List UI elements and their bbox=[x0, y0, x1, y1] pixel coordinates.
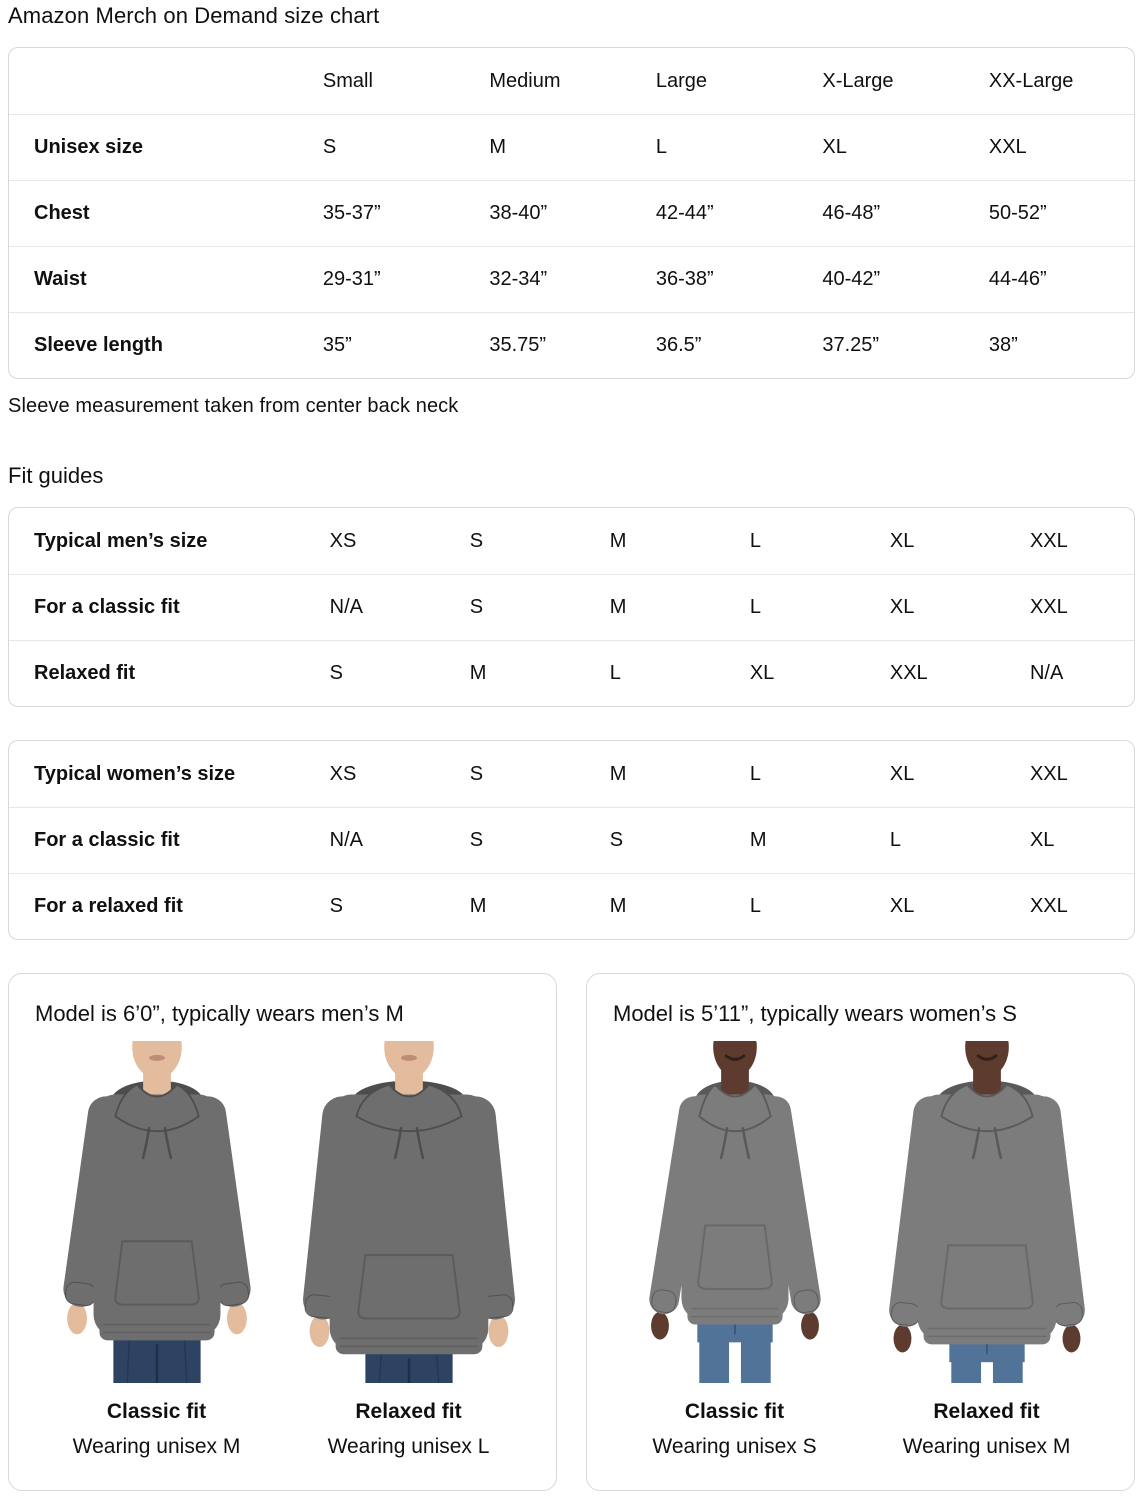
size-cell: 29-31” bbox=[322, 268, 381, 290]
wearing-label: Wearing unisex S bbox=[652, 1435, 817, 1458]
size-cell: XXL bbox=[1029, 762, 1068, 785]
fit-guides-heading: Fit guides bbox=[8, 463, 104, 488]
page-title: Amazon Merch on Demand size chart bbox=[8, 3, 380, 28]
fit-label: Relaxed fit bbox=[933, 1400, 1040, 1423]
photo-female-relaxed-fit bbox=[868, 1041, 1106, 1460]
size-cell: XS bbox=[329, 529, 357, 552]
size-cell: 32-34” bbox=[489, 268, 548, 290]
mens-photos bbox=[23, 1041, 542, 1460]
wearing-label: Wearing unisex M bbox=[902, 1435, 1071, 1458]
womens-fit-card bbox=[8, 740, 1135, 940]
size-cell: S bbox=[469, 529, 484, 552]
photo-male-relaxed-fit bbox=[290, 1041, 528, 1460]
size-cell: 35” bbox=[322, 334, 352, 356]
model-photo bbox=[290, 1041, 528, 1383]
fit-label: Classic fit bbox=[106, 1400, 207, 1423]
size-cell: S bbox=[609, 829, 624, 851]
size-cell: N/A bbox=[329, 829, 363, 851]
size-cell: S bbox=[329, 662, 343, 684]
size-cell: 50-52” bbox=[988, 202, 1047, 224]
mens-fit-card bbox=[8, 507, 1135, 707]
column-header: X-Large bbox=[822, 69, 894, 92]
mens-fit-table bbox=[9, 508, 1134, 706]
size-cell: S bbox=[469, 596, 484, 618]
model-photo bbox=[38, 1041, 276, 1383]
size-cell: M bbox=[749, 829, 767, 851]
size-cell: XS bbox=[329, 762, 357, 785]
column-header: XX-Large bbox=[988, 69, 1074, 92]
row-label: Chest bbox=[34, 202, 90, 224]
size-cell: N/A bbox=[329, 596, 363, 618]
photo-caption bbox=[38, 1399, 276, 1460]
womens-model-heading: Model is 5’11”, typically wears women’s S bbox=[613, 1001, 1017, 1026]
table-row bbox=[9, 741, 1134, 807]
size-cell: XXL bbox=[1029, 895, 1068, 917]
row-label: Waist bbox=[34, 268, 87, 290]
size-chart-table bbox=[9, 48, 1134, 378]
column-header: Large bbox=[655, 69, 708, 92]
size-cell: XXL bbox=[889, 662, 928, 684]
size-cell: 36-38” bbox=[655, 268, 714, 290]
size-cell: L bbox=[889, 829, 901, 851]
size-cell: XL bbox=[889, 596, 915, 618]
size-cell: 35-37” bbox=[322, 202, 381, 224]
table-row bbox=[9, 114, 1134, 180]
size-cell: 37.25” bbox=[822, 334, 880, 356]
photo-female-classic-fit bbox=[616, 1041, 854, 1460]
size-cell: L bbox=[749, 762, 761, 785]
size-cell: 36.5” bbox=[655, 334, 702, 356]
size-cell: L bbox=[609, 662, 621, 684]
size-cell: XXL bbox=[1029, 529, 1068, 552]
row-label: Sleeve length bbox=[34, 334, 163, 356]
size-cell: L bbox=[749, 529, 761, 552]
size-cell: 35.75” bbox=[489, 334, 547, 356]
size-cell: M bbox=[489, 136, 507, 158]
size-cell: S bbox=[329, 895, 343, 917]
size-cell: 42-44” bbox=[655, 202, 714, 224]
wearing-label: Wearing unisex M bbox=[72, 1435, 241, 1458]
table-row bbox=[9, 508, 1134, 574]
size-cell: S bbox=[469, 829, 484, 851]
row-label: Typical men’s size bbox=[34, 529, 208, 552]
size-cell: M bbox=[609, 895, 627, 917]
table-row bbox=[9, 312, 1134, 378]
table-row bbox=[9, 246, 1134, 312]
mens-model-box bbox=[8, 973, 557, 1491]
photo-male-classic-fit bbox=[38, 1041, 276, 1460]
photo-caption bbox=[868, 1399, 1106, 1460]
table-row bbox=[9, 180, 1134, 246]
fit-label: Relaxed fit bbox=[355, 1400, 462, 1423]
table-row bbox=[9, 807, 1134, 873]
size-cell: 38” bbox=[988, 334, 1018, 356]
size-cell: 44-46” bbox=[988, 268, 1047, 290]
table-row bbox=[9, 873, 1134, 939]
header-row bbox=[9, 48, 1134, 114]
size-cell: XL bbox=[1029, 829, 1055, 851]
fit-label: Classic fit bbox=[684, 1400, 785, 1423]
size-cell: XL bbox=[889, 895, 915, 917]
size-cell: M bbox=[469, 662, 487, 684]
size-cell: M bbox=[609, 596, 627, 618]
size-cell: S bbox=[322, 136, 337, 158]
size-cell: M bbox=[609, 762, 627, 785]
womens-fit-table bbox=[9, 741, 1134, 939]
size-cell: S bbox=[469, 762, 484, 785]
row-label: For a relaxed fit bbox=[34, 895, 183, 917]
row-label: For a classic fit bbox=[34, 596, 180, 618]
row-label: For a classic fit bbox=[34, 829, 180, 851]
column-header: Medium bbox=[489, 69, 561, 92]
size-cell: XXL bbox=[1029, 596, 1068, 618]
size-cell: 38-40” bbox=[489, 202, 548, 224]
row-label: Typical women’s size bbox=[34, 762, 236, 785]
size-cell: M bbox=[469, 895, 487, 917]
wearing-label: Wearing unisex L bbox=[327, 1435, 490, 1458]
row-label: Relaxed fit bbox=[34, 662, 136, 684]
size-cell: XL bbox=[889, 762, 915, 785]
size-cell: L bbox=[749, 895, 761, 917]
row-label: Unisex size bbox=[34, 136, 143, 158]
size-cell: L bbox=[655, 136, 667, 158]
size-cell: 46-48” bbox=[822, 202, 881, 224]
womens-model-box bbox=[586, 973, 1135, 1491]
size-cell: 40-42” bbox=[822, 268, 881, 290]
size-cell: M bbox=[609, 529, 627, 552]
size-cell: XL bbox=[749, 662, 775, 684]
table-row bbox=[9, 574, 1134, 640]
size-cell: XL bbox=[822, 136, 847, 158]
column-header: Small bbox=[322, 69, 373, 92]
table-row bbox=[9, 640, 1134, 706]
photo-caption bbox=[616, 1399, 854, 1460]
sleeve-measurement-note: Sleeve measurement taken from center back neck bbox=[8, 395, 459, 417]
model-boxes bbox=[8, 973, 1135, 1497]
model-photo bbox=[616, 1041, 854, 1383]
mens-model-heading: Model is 6’0”, typically wears men’s M bbox=[35, 1001, 404, 1026]
size-cell: N/A bbox=[1029, 662, 1064, 684]
size-chart-card bbox=[8, 47, 1135, 379]
size-cell: XL bbox=[889, 529, 915, 552]
womens-photos bbox=[601, 1041, 1120, 1460]
size-cell: L bbox=[749, 596, 761, 618]
size-cell: XXL bbox=[988, 136, 1027, 158]
model-photo bbox=[868, 1041, 1106, 1383]
photo-caption bbox=[290, 1399, 528, 1460]
